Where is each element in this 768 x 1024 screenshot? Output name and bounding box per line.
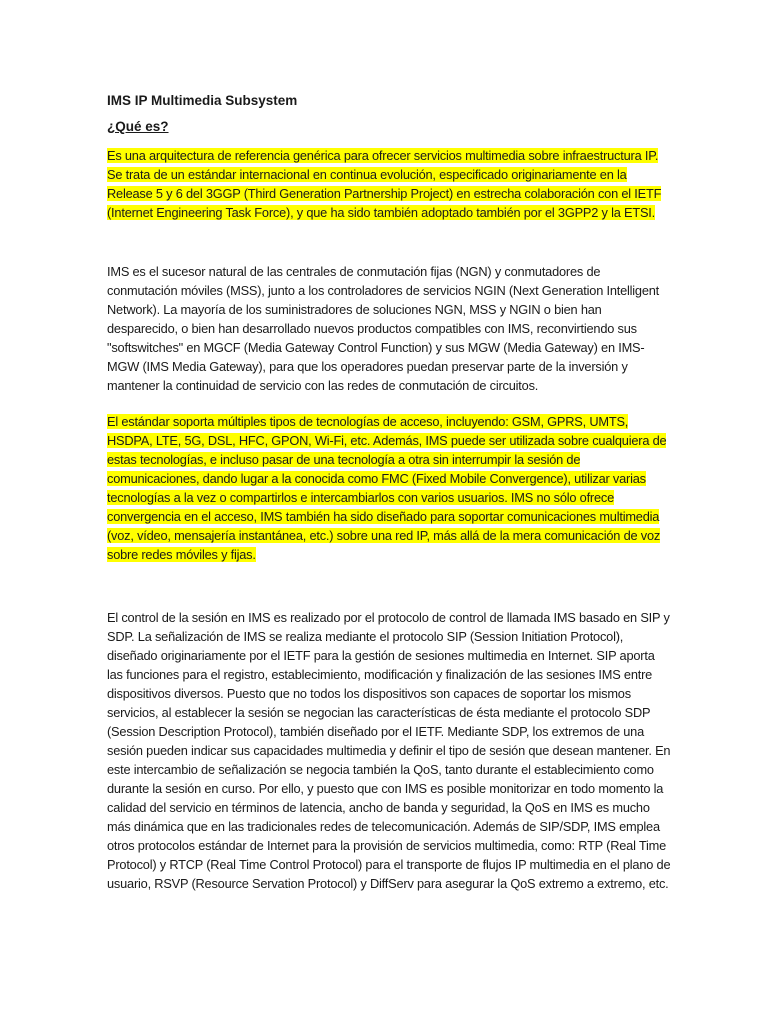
- paragraph-history: IMS es el sucesor natural de las centrales de conmutación fijas (NGN) y conmutadores de conmutación móviles (MSS), junto a los controladores de servicios NGIN (Next Generation Intelligent Network). La mayoría de los suministradores de soluciones NGN, MSS y NGIN o bien han desparecido, o bien han desarrollado nuevos productos compatibles con IMS, reconvirtiendo sus "softswitches" en MGCF (Media Gateway Control Function) y sus MGW (Media Gateway) en IMS-MGW (IMS Media Gateway), para que los operadores puedan preservar parte de la inversión y mantener la continuidad de servicio con las redes de conmutación de circuitos.: [107, 264, 660, 393]
- section-heading: ¿Qué es?: [107, 119, 169, 134]
- paragraph-session-control: El control de la sesión en IMS es realizado por el protocolo de control de llamada IMS basado en SIP y SDP. La señalización de IMS se realiza mediante el protocolo SIP (Session Initiation Protocol), diseñado originariamente por el IETF para la gestión de sesiones multimedia en Internet. SIP aporta las funciones para el registro, establecimiento, modificación y finalización de las sesiones IMS entre dispositivos diversos. Puesto que no todos los dispositivos son capaces de soportar los mismos servicios, al establecer la sesión se negocian las características de ésta mediante el protocolo SDP (Session Description Protocol), también diseñado por el IETF. Mediante SDP, los extremos de una sesión pueden indicar sus capacidades multimedia y definir el tipo de sesión que desean mantener. En este intercambio de señalización se negocia también la QoS, tanto durante el establecimiento como durante la sesión en curso. Por ello, y puesto que con IMS es posible monitorizar en todo momento la calidad del servicio en términos de latencia, ancho de banda y seguridad, la QoS en IMS es mucho más dinámica que en las tradicionales redes de telecomunicación. Además de SIP/SDP, IMS emplea otros protocolos estándar de Internet para la provisión de servicios multimedia, como: RTP (Real Time Protocol) y RTCP (Real Time Control Protocol) para el transporte de flujos IP multimedia en el plano de usuario, RSVP (Resource Servation Protocol) y DiffServ para asegurar la QoS extremo a extremo, etc.: [107, 610, 671, 891]
- highlighted-text: Es una arquitectura de referencia genérica para ofrecer servicios multimedia sobre infraestructura IP. Se trata de un estándar internacional en continua evolución, especificado originariamente en la Release 5 y 6 del 3GGP (Third Generation Partnership Project) en estrecha colaboración con el IETF (Internet Engineering Task Force), y que ha sido también adoptado también por el 3GPP2 y la ETSI.: [107, 148, 662, 220]
- paragraph-definition: [107, 146, 672, 222]
- document-title: IMS IP Multimedia Subsystem: [107, 93, 298, 108]
- highlighted-text: El estándar soporta múltiples tipos de tecnologías de acceso, incluyendo: GSM, GPRS, UMTS, HSDPA, LTE, 5G, DSL, HFC, GPON, Wi-Fi, etc. Además, IMS puede ser utilizada sobre cualquiera de estas tecnologías, e incluso pasar de una tecnología a otra sin interrumpir la sesión de comunicaciones, dando lugar a la conocida como FMC (Fixed Mobile Convergence), utilizar varias tecnologías a la vez o compartirlos e intercambiarlos con varios usuarios. IMS no sólo ofrece convergencia en el acceso, IMS también ha sido diseñado para soportar comunicaciones multimedia (voz, vídeo, mensajería instantánea, etc.) sobre una red IP, más allá de la mera comunicación de voz sobre redes móviles y fijas.: [107, 414, 667, 562]
- paragraph-access-technologies: [107, 412, 672, 564]
